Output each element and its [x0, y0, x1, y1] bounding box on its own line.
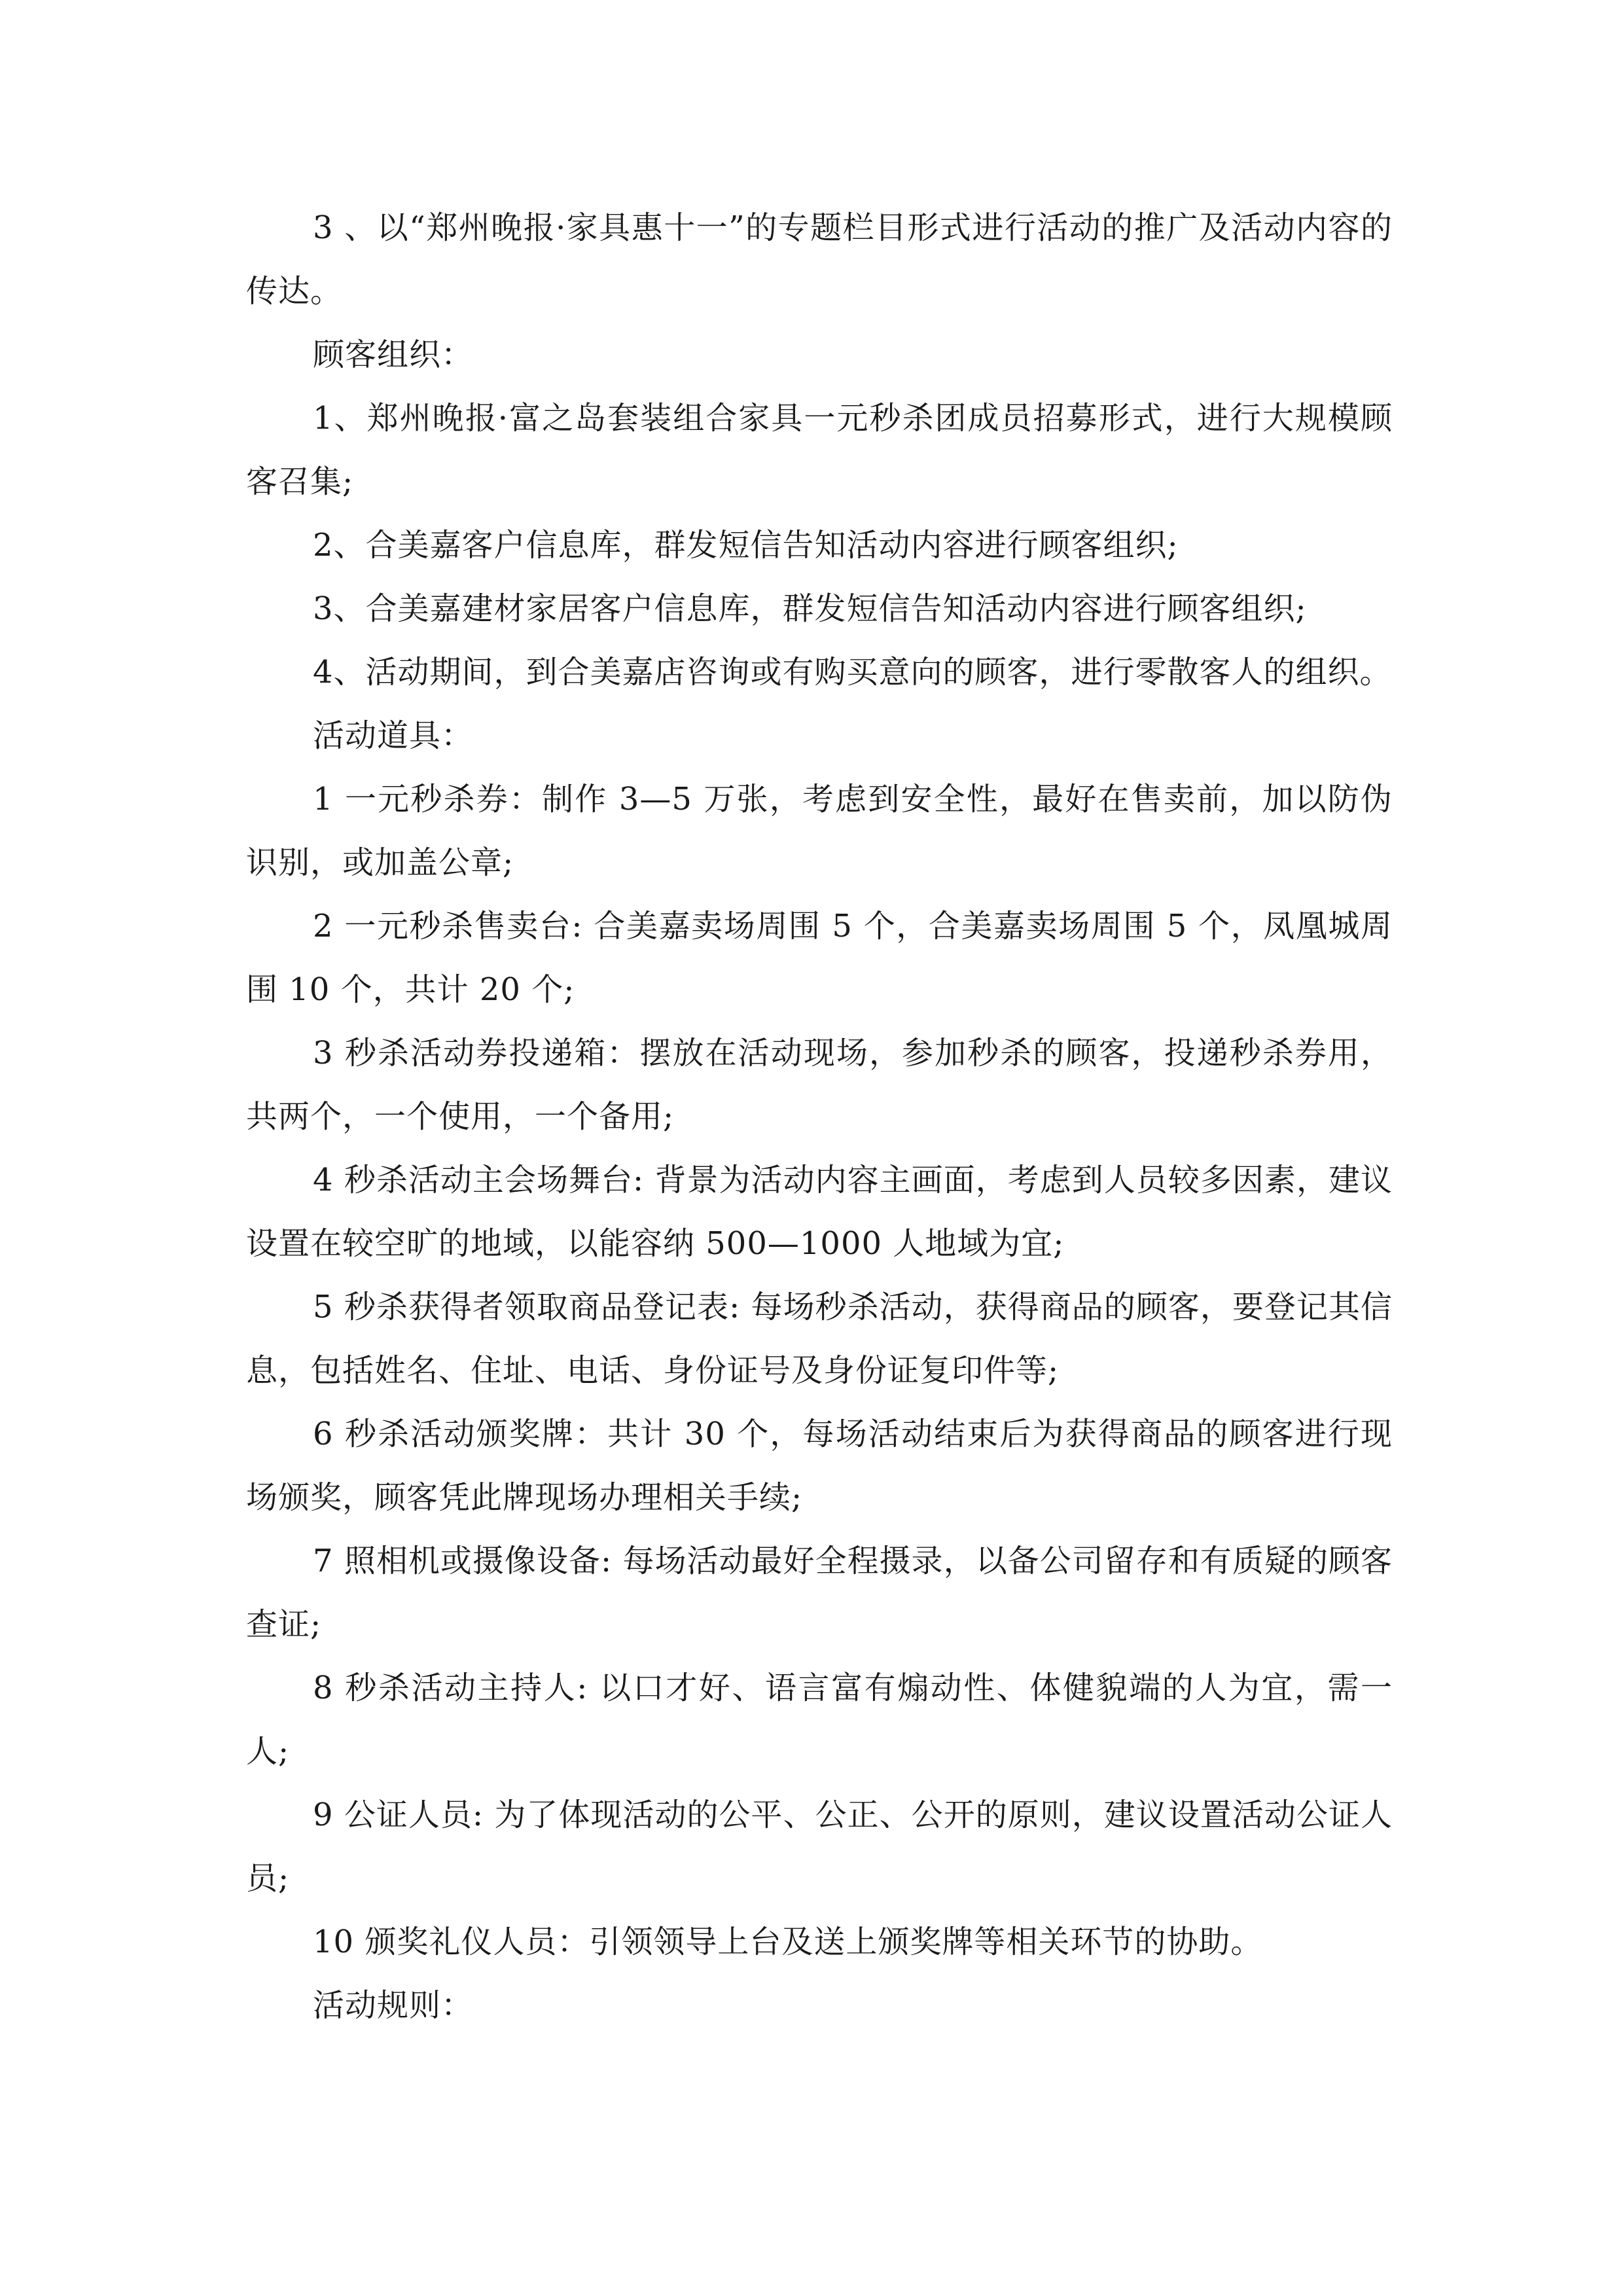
- paragraph-customer-org-3: 3、合美嘉建材家居客户信息库，群发短信告知活动内容进行顾客组织;: [313, 590, 1307, 627]
- heading-activity-rules: 活动规则：: [313, 1987, 474, 2024]
- paragraph-prop-2: 2 一元秒杀售卖台: 合美嘉卖场周围 5 个，合美嘉卖场周围 5 个，凤凰城周围 10 个，共计 20 个;: [246, 908, 1393, 1008]
- heading-customer-organization: 顾客组织：: [313, 336, 474, 373]
- paragraph-prop-6: 6 秒杀活动颁奖牌：共计 30 个，每场活动结束后为获得商品的顾客进行现场颁奖，顾客凭此牌现场办理相关手续;: [246, 1416, 1393, 1516]
- paragraph-prop-4: 4 秒杀活动主会场舞台: 背景为活动内容主画面，考虑到人员较多因素，建议设置在较空旷的地域，以能容纳 500—1000 人地域为宜;: [246, 1162, 1393, 1262]
- paragraph-prop-1: 1 一元秒杀券：制作 3—5 万张，考虑到安全性，最好在售卖前，加以防伪识别，或加盖公章;: [246, 781, 1393, 881]
- paragraph-prop-8: 8 秒杀活动主持人: 以口才好、语言富有煽动性、体健貌端的人为宜，需一人;: [246, 1670, 1393, 1770]
- paragraph-prop-3: 3 秒杀活动券投递箱：摆放在活动现场，参加秒杀的顾客，投递秒杀券用，共两个，一个使用，一个备用;: [246, 1035, 1393, 1135]
- paragraph-customer-org-1: 1、郑州晚报·富之岛套装组合家具一元秒杀团成员招募形式，进行大规模顾客召集;: [246, 400, 1393, 500]
- paragraph-prop-5: 5 秒杀获得者领取商品登记表: 每场秒杀活动，获得商品的顾客，要登记其信息，包括姓名、住址、电话、身份证号及身份证复印件等;: [246, 1289, 1393, 1389]
- paragraph-customer-org-2: 2、合美嘉客户信息库，群发短信告知活动内容进行顾客组织;: [313, 527, 1179, 564]
- heading-activity-props: 活动道具：: [313, 717, 474, 754]
- document-body: [246, 196, 1393, 2037]
- paragraph-prop-10: 10 颁奖礼仪人员：引领领导上台及送上颁奖牌等相关环节的协助。: [313, 1924, 1263, 1960]
- paragraph-promotion-method: 3 、以“郑州晚报·家具惠十一”的专题栏目形式进行活动的推广及活动内容的传达。: [246, 209, 1393, 310]
- paragraph-prop-9: 9 公证人员: 为了体现活动的公平、公正、公开的原则，建议设置活动公证人员;: [246, 1797, 1393, 1897]
- paragraph-prop-7: 7 照相机或摄像设备: 每场活动最好全程摄录，以备公司留存和有质疑的顾客查证;: [246, 1543, 1393, 1643]
- paragraph-customer-org-4: 4、活动期间，到合美嘉店咨询或有购买意向的顾客，进行零散客人的组织。: [313, 654, 1392, 691]
